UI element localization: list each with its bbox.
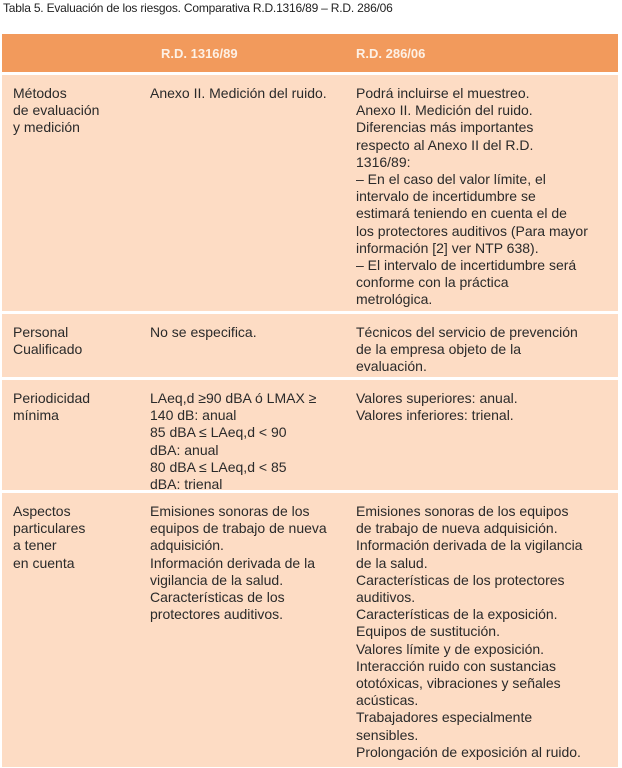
cell-rd1316 [150,324,356,377]
cell-text-line: No se especifica. [150,324,257,340]
cell-text-line: Métodos [13,85,67,101]
cell-rd1316 [150,503,356,767]
cell-text-line: 80 dBA ≤ LAeq,d < 85 [150,458,287,475]
table-caption: Tabla 5. Evaluación de los riesgos. Comparativa R.D.1316/89 – R.D. 286/06 [3,1,393,15]
cell-text-line: Trabajadores especialmente [356,709,533,726]
cell-text-line: Características de los [150,589,285,606]
cell-text-line: evaluación. [356,358,427,375]
cell-text-line: Aspectos [13,503,71,519]
cell-text-line: Valores límite y de exposición. [356,640,545,657]
cell-rd1316 [150,85,356,311]
cell-text-line: equipos de trabajo de nueva [150,520,327,537]
table-row [2,493,618,767]
cell-text-line: intervalo de incertidumbre se [356,188,536,205]
cell-text-line: Prolongación de exposición al ruido. [356,743,581,760]
cell-text-line: vigilancia de la salud. [150,571,284,588]
row-label [2,503,150,767]
header-rd1316: R.D. 1316/89 [161,45,238,61]
cell-text-line: LAeq,d ≥90 dBA ó LMAX ≥ [150,390,317,406]
cell-rd286 [356,503,618,767]
cell-text-line: Anexo II. Medición del ruido. [356,102,533,119]
cell-text-line: mínima [13,407,59,424]
cell-text-line: Características de la exposición. [356,606,558,623]
cell-text-line: Valores inferiores: trienal. [356,407,514,424]
cell-text-line: Características de los protectores [356,571,565,588]
cell-text-line: dBA: trienal [150,476,223,493]
cell-text-line: Cualificado [13,341,83,358]
cell-text-line: particulares [13,520,86,537]
cell-text-line: acústicas. [356,692,419,709]
cell-text-line: 85 dBA ≤ LAeq,d < 90 [150,424,287,441]
row-label [2,390,150,490]
header-rd286: R.D. 286/06 [356,45,426,61]
cell-text-line: Emisiones sonoras de los [150,503,310,519]
cell-text-line: Periodicidad [13,390,91,406]
table-row [2,314,618,377]
row-label [2,85,150,311]
cell-text-line: ototóxicas, vibraciones y señales [356,675,561,692]
cell-text-line: metrológica. [356,291,433,308]
table-row [2,75,618,311]
cell-text-line: auditivos. [356,589,416,606]
cell-text-line: Interacción ruido con sustancias [356,657,556,674]
cell-rd286 [356,324,618,377]
cell-text-line: de trabajo de nueva adquisición. [356,520,558,537]
cell-text-line: Anexo II. Medición del ruido. [150,85,327,101]
cell-text-line: información [2] ver NTP 638). [356,239,539,256]
cell-text-line: de la empresa objeto de la [356,341,521,358]
cell-text-line: Técnicos del servicio de prevención [356,324,578,340]
row-label [2,324,150,377]
cell-text-line: en cuenta [13,554,75,571]
comparison-table [2,34,618,767]
cell-text-line: – En el caso del valor límite, el [356,171,546,188]
cell-text-line: de evaluación [13,102,100,119]
cell-text-line: y medición [13,119,80,136]
cell-text-line: protectores auditivos. [150,606,284,623]
cell-rd286 [356,390,618,490]
cell-text-line: conforme con la práctica [356,274,509,291]
cell-text-line: Equipos de sustitución. [356,623,500,640]
cell-rd286 [356,85,618,311]
cell-text-line: a tener [13,537,57,554]
cell-text-line: respecto al Anexo II del R.D. [356,136,534,153]
cell-text-line: Información derivada de la vigilancia [356,537,583,554]
table-header [2,34,618,72]
cell-text-line: dBA: anual [150,441,219,458]
cell-text-line: Emisiones sonoras de los equipos [356,503,569,519]
cell-text-line: Personal [13,324,69,340]
cell-text-line: Información derivada de la [150,554,315,571]
cell-text-line: adquisición. [150,537,224,554]
cell-text-line: Valores superiores: anual. [356,390,518,406]
cell-text-line: 140 dB: anual [150,407,237,424]
table-row [2,380,618,493]
cell-text-line: Diferencias más importantes [356,119,534,136]
cell-text-line: Podrá incluirse el muestreo. [356,85,530,101]
cell-text-line: – El intervalo de incertidumbre será [356,257,577,274]
cell-text-line: sensibles. [356,726,419,743]
cell-text-line: de la salud. [356,554,428,571]
cell-text-line: los protectores auditivos (Para mayor [356,222,588,239]
cell-text-line: 1316/89: [356,153,411,170]
cell-rd1316 [150,390,356,493]
cell-text-line: estimará teniendo en cuenta el de [356,205,567,222]
